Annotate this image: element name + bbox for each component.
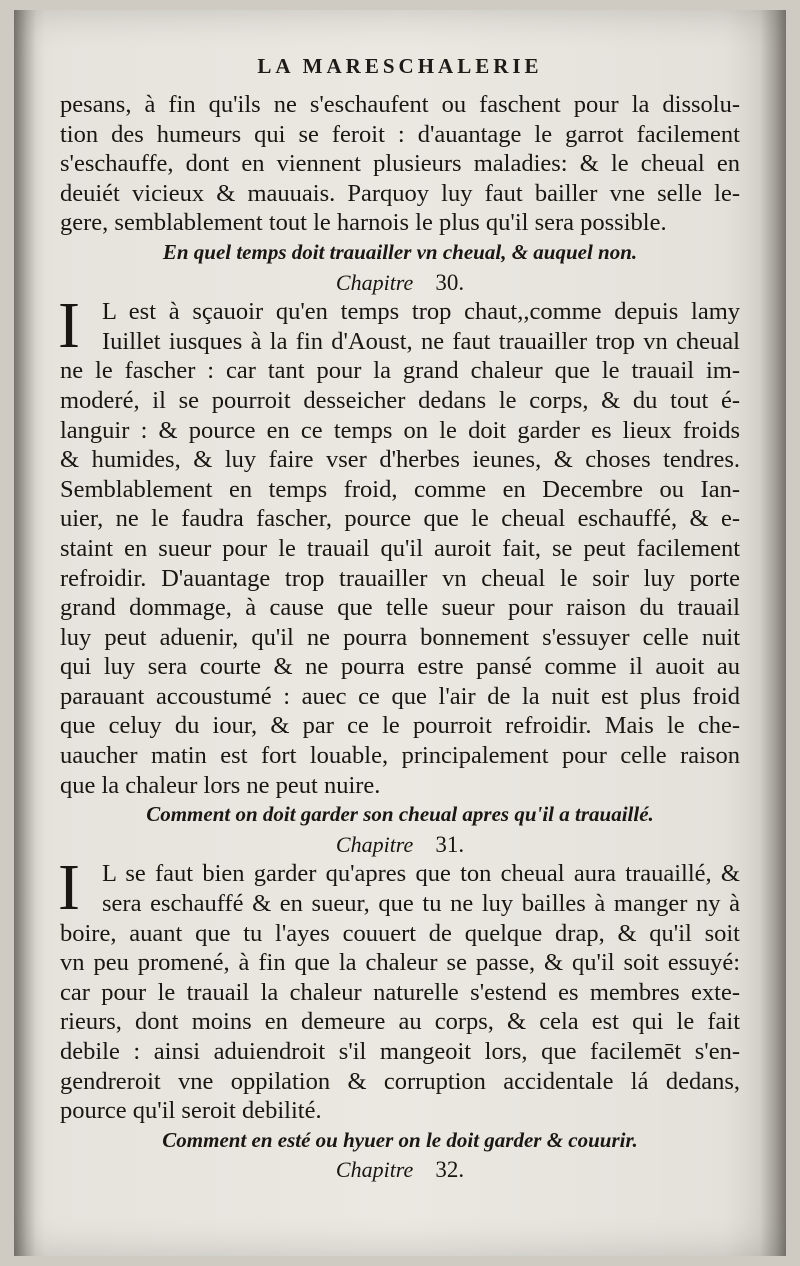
paragraph-continued — [60, 90, 740, 238]
text-line: Iuillet iusques à la fin d'Aoust, ne faut trauailler trop vn cheual — [102, 327, 740, 355]
chapter-word: Chapitre — [335, 831, 414, 857]
text-line: rieurs, dont moins en demeure au corps, & cela est qui le fait — [60, 1008, 740, 1036]
page-left-shadow — [14, 10, 36, 1256]
chapter-word: Chapitre — [335, 269, 414, 295]
text-line: deuiét vicieux & mauuais. Parquoy luy faut bailler vne selle le- — [60, 179, 740, 207]
text-line: refroidir. D'auantage trop trauailler vn cheual le soir luy porte — [60, 564, 740, 592]
text-line: moderé, il se pourroit desseicher dedans le corps, & du tout é- — [60, 386, 740, 414]
text-line: Semblablement en temps froid, comme en Decembre ou Ian- — [60, 475, 740, 503]
paragraph-chapter-30 — [58, 289, 740, 800]
section-heading-32: Comment en esté ou hyuer on le doit garder & couurir. — [162, 1127, 638, 1152]
text-line: gendreroit vne oppilation & corruption accidentale lá dedans, — [60, 1067, 740, 1095]
text-line: debile : ainsi aduiendroit s'il mangeoit lors, que facilemēt s'en- — [60, 1038, 740, 1065]
section-heading-30: En quel temps doit trauailler vn cheual, & auquel non. — [162, 239, 638, 264]
text-line: ne le fascher : car tant pour la grand chaleur que le trauail im- — [60, 357, 740, 385]
book-page — [14, 10, 786, 1256]
section-heading-31: Comment on doit garder son cheual apres qu'il a trauaillé. — [146, 802, 654, 827]
text-line: qui luy sera courte & ne pourra estre pansé comme il auoit au — [60, 653, 740, 681]
text-line: sera eschauffé & en sueur, que tu ne luy bailles à manger ny à — [102, 890, 740, 918]
text-line: L se faut bien garder qu'apres que ton cheual aura trauaillé, & — [102, 860, 740, 888]
text-line: que la chaleur lors ne peut nuire. — [60, 771, 381, 799]
text-line: car pour le trauail la chaleur naturelle s'estend es membres exte- — [60, 978, 740, 1006]
text-line: parauant accoustumé : auec ce que l'air de la nuit est plus froid — [60, 682, 740, 710]
chapter-word: Chapitre — [335, 1157, 414, 1183]
drop-initial: I — [58, 851, 80, 925]
chapter-number: 32. — [435, 1157, 465, 1183]
chapter-31-label — [60, 830, 740, 860]
text-line: pesans, à fin qu'ils ne s'eschaufent ou faschent pour la dissolu- — [60, 91, 740, 118]
chapter-number: 31. — [435, 831, 465, 857]
text-line: vn peu promené, à fin que la chaleur se passe, & qu'il soit essuyé: — [60, 949, 740, 977]
text-line: gere, semblablement tout le harnois le plus qu'il sera possible. — [60, 209, 667, 237]
chapter-30-label — [60, 268, 740, 298]
text-line: languir : & pource en ce temps on le doit garder es lieux froids — [60, 416, 740, 444]
paragraph-chapter-31 — [58, 851, 740, 1125]
chapter-32-label — [60, 1155, 740, 1185]
text-line: uaucher matin est fort louable, principalement pour celle raison — [60, 742, 740, 770]
text-line: grand dommage, à cause que telle sueur pour raison du trauail — [60, 594, 740, 622]
text-line: que celuy du iour, & par ce le pourroit refroidir. Mais le che- — [60, 712, 740, 740]
text-line: pource qu'il seroit debilité. — [60, 1097, 322, 1125]
text-line: s'eschauffe, dont en viennent plusieurs maladies: & le cheual en — [60, 150, 740, 178]
text-line: uier, ne le faudra fascher, pource que le cheual eschauffé, & e- — [60, 505, 740, 533]
text-line: boire, auant que tu l'ayes couuert de quelque drap, & qu'il soit — [60, 919, 740, 947]
drop-initial: I — [58, 289, 80, 363]
text-line: staint en sueur pour le trauail qu'il auroit fait, se peut facilement — [60, 534, 740, 562]
chapter-number: 30. — [435, 269, 465, 295]
text-line: & humides, & luy faire vser d'herbes ieunes, & choses tendres. — [60, 446, 740, 474]
text-line: L est à sçauoir qu'en temps trop chaut,,comme depuis lamy — [102, 298, 740, 326]
text-line: luy peut aduenir, qu'il ne pourra bonnement s'essuyer celle nuit — [60, 623, 740, 651]
page-right-shadow — [760, 10, 786, 1256]
text-line: tion des humeurs qui se feroit : d'auantage le garrot facilement — [60, 120, 740, 148]
running-head: LA MARESCHALERIE — [257, 54, 543, 78]
body-text — [60, 90, 740, 1185]
